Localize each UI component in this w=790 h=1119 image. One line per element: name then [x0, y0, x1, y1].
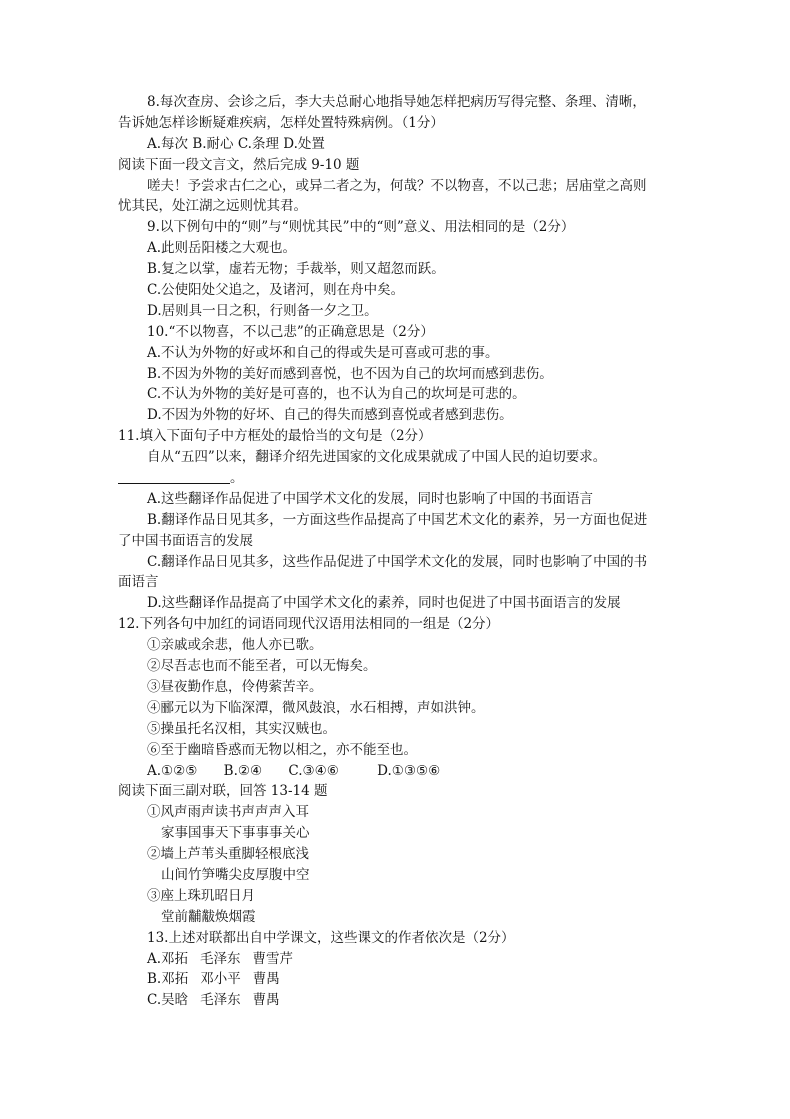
couplets-intro: 阅读下面三副对联，回答 13-14 题 [118, 783, 328, 800]
q8-stem-line2: 告诉她怎样诊断疑难疾病，怎样处置特殊病例。（1分） [118, 114, 444, 131]
q13-stem: 13.上述对联都出自中学课文，这些课文的作者依次是（2分） [147, 929, 515, 946]
q13-b-author-3: 曹禺 [252, 971, 280, 988]
q10-option-d: D.不因为外物的好坏、自己的得失而感到喜悦或者感到悲伤。 [147, 407, 513, 424]
q8-options: A.每次 B.耐心 C.条理 D.处置 [147, 135, 325, 152]
q9-stem: 9.以下例句中的“则”与“则忧其民”中的“则”意义、用法相同的是（2分） [147, 219, 575, 236]
q13-option-c [0, 990, 790, 1011]
document-page [0, 92, 790, 1011]
q11-stem: 11.填入下面句子中方框处的最恰当的文句是（2分） [118, 428, 432, 445]
q11-option-c-line1: C.翻译作品日见其多，这些作品促进了中国学术文化的发展，同时也影响了中国的书 [147, 553, 648, 570]
q12-sentence-1: ①亲戚或余悲，他人亦已歌。 [147, 637, 323, 654]
passage-intro: 阅读下面一段文言文，然后完成 9-10 题 [118, 156, 360, 173]
answer-blank [118, 469, 230, 484]
couplet-3-upper: ③座上珠玑昭日月 [147, 887, 255, 904]
q9-option-a: A.此则岳阳楼之大观也。 [147, 240, 297, 257]
q11-blank-line [0, 468, 790, 489]
couplet-3-lower: 堂前黼黻焕烟霞 [161, 908, 256, 925]
q11-option-b-line1: B.翻译作品日见其多，一方面这些作品提高了中国艺术文化的素养，另一方面也促进 [147, 511, 648, 528]
passage-line1: 嗟夫！予尝求古仁之心，或异二者之为，何哉？不以物喜，不以己悲；居庙堂之高则 [147, 177, 647, 194]
q9-option-b: B.复之以掌，虚若无物；手裁举，则又超忽而跃。 [147, 261, 445, 278]
q9-option-c: C.公使阳处父追之，及诸河，则在舟中矣。 [147, 282, 405, 299]
q12-option-b: B.②④ [223, 762, 263, 779]
couplet-2-lower: 山间竹笋嘴尖皮厚腹中空 [161, 866, 310, 883]
q12-sentence-3: ③昼夜勤作息，伶俜萦苦辛。 [147, 678, 323, 695]
q12-sentence-5: ⑤操虽托名汉相，其实汉贼也。 [147, 720, 336, 737]
q11-option-c-line2: 面语言 [118, 574, 159, 591]
q13-c-author-1: C.吴晗 [147, 992, 189, 1009]
q13-a-author-1: A.邓拓 [147, 950, 189, 967]
couplet-2-upper: ②墙上芦苇头重脚轻根底浅 [147, 846, 309, 863]
q13-option-b [0, 969, 790, 990]
q13-a-author-3: 曹雪芹 [252, 950, 294, 967]
q13-option-a [0, 949, 790, 970]
q12-sentence-2: ②尽吾志也而不能至者，可以无悔矣。 [147, 658, 377, 675]
q11-option-a: A.这些翻译作品促进了中国学术文化的发展，同时也影响了中国的书面语言 [147, 490, 594, 507]
q11-option-d: D.这些翻译作品提高了中国学术文化的素养，同时也促进了中国书面语言的发展 [147, 595, 621, 612]
blank-period: 。 [230, 470, 244, 487]
q12-option-c: C.③④⑥ [288, 762, 339, 779]
couplet-1-lower: 家事国事天下事事事关心 [161, 825, 310, 842]
q13-c-author-2: 毛泽东 [200, 992, 241, 1009]
q9-option-d: D.居则具一日之积，行则备一夕之卫。 [147, 302, 378, 319]
q10-stem: 10.“不以物喜，不以己悲”的正确意思是（2分） [147, 323, 434, 340]
q10-option-c: C.不认为外物的美好是可喜的，也不认为自己的坎坷是可悲的。 [147, 386, 526, 403]
q11-sentence: 自从“五四”以来，翻译介绍先进国家的文化成果就成了中国人民的迫切要求。 [147, 449, 607, 466]
q12-option-d: D.①③⑤⑥ [377, 762, 441, 779]
q13-a-author-2: 毛泽东 [200, 950, 241, 967]
q12-stem: 12.下列各句中加红的词语同现代汉语用法相同的一组是（2分） [118, 616, 500, 633]
q12-sentence-6: ⑥至于幽暗昏惑而无物以相之，亦不能至也。 [147, 741, 417, 758]
q13-c-author-3: 曹禺 [252, 992, 280, 1009]
q12-options [0, 761, 790, 782]
q11-option-b-line2: 了中国书面语言的发展 [118, 532, 253, 549]
q13-b-author-1: B.邓拓 [147, 971, 189, 988]
q12-option-a: A.①②⑤ [147, 762, 198, 779]
q10-option-a: A.不认为外物的好或坏和自己的得或失是可喜或可悲的事。 [147, 344, 499, 361]
q10-option-b: B.不因为外物的美好而感到喜悦，也不因为自己的坎坷而感到悲伤。 [147, 365, 553, 382]
q12-sentence-4: ④郦元以为下临深潭，微风鼓浪，水石相搏，声如洪钟。 [147, 699, 485, 716]
q13-b-author-2: 邓小平 [200, 971, 241, 988]
passage-line2: 忧其民，处江湖之远则忧其君。 [118, 198, 307, 215]
q8-stem-line1: 8.每次查房、会诊之后，李大夫总耐心地指导她怎样把病历写得完整、条理、清晰， [147, 94, 646, 110]
couplet-1-upper: ①风声雨声读书声声声入耳 [147, 804, 309, 821]
